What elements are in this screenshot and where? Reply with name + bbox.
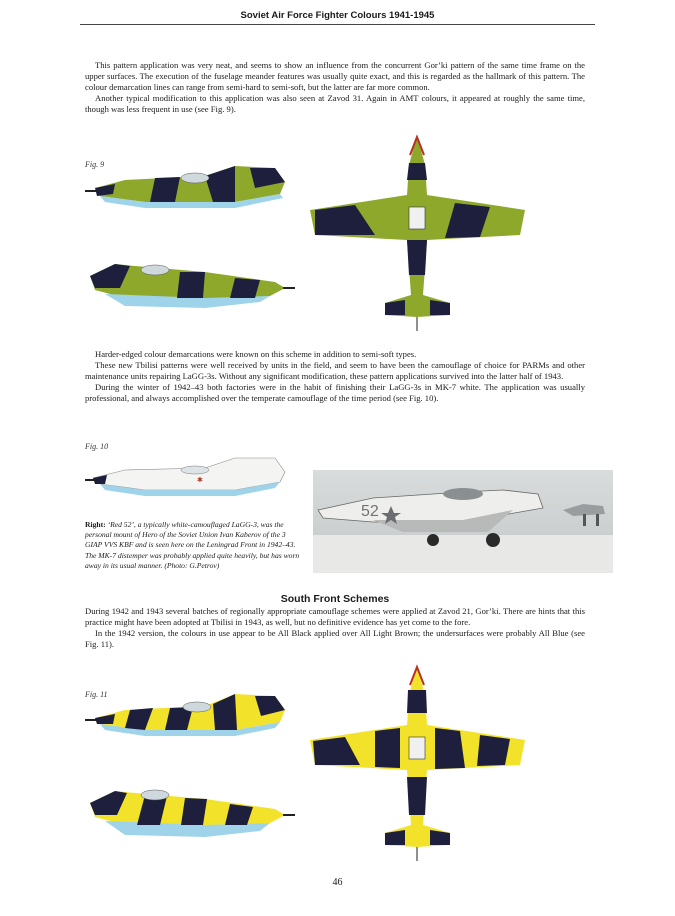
caption-text: ‘Red 52’, a typically white-camouflaged LaGG-3, was the personal mount of Hero of the Soviet Union Ivan Kaberov of the 3 GIAP VVS KBF and is seen here on the Leningrad Front in 1942–43. The MK-7 distemper was probably applied quite heavily, but has worn away in its usual manner. (Photo: G.Petrov) — [85, 520, 300, 570]
fig-9-label: Fig. 9 — [85, 160, 105, 169]
middle-paragraph-3: During the winter of 1942–43 both factories were in the habit of finishing their LaGG-3s in MK-7 white. The application was usually professional, and always accomplished over the temperate camouflage of the time period (see Fig. 10). — [85, 382, 585, 403]
intro-paragraph-2: Another typical modification to this application was also seen at Zavod 31. Again in AMT colours, it appeared at roughly the same time, though was less frequent in use (see Fig. 9). — [85, 93, 585, 114]
fig-10-label: Fig. 10 — [85, 442, 109, 451]
svg-text:✱: ✱ — [197, 477, 203, 484]
south-paragraph-1: During 1942 and 1943 several batches of regionally appropriate camouflage schemes were applied at Zavod 21, Gor’ki. There are hints that this practice might have been adopted at Tbilisi in 1943, as well, but no definitive evidence has yet come to the fore. — [85, 606, 585, 627]
fig-9-side-view-lower — [85, 258, 295, 313]
south-paragraph-2: In the 1942 version, the colours in use appear to be All Black applied over All Light Brown; the undersurfaces were probably All Blue (see Fig. 11). — [85, 628, 585, 649]
fig-11-label: Fig. 11 — [85, 690, 108, 699]
aircraft-number: 52 — [361, 503, 379, 520]
running-header: Soviet Air Force Fighter Colours 1941-1945 — [240, 10, 435, 21]
page-number: 46 — [332, 877, 343, 888]
intro-paragraph-1: This pattern application was very neat, and seems to show an influence from the concurrent Gor’ki pattern of the same time frame on the upper surfaces. The execution of the fuselage meander features was usually quite exact, and this is regarded as the hallmark of this pattern. The colour demarcation lines can range from semi-hard to semi-soft, but the latter are far more common. — [85, 60, 585, 92]
red-52-photo — [313, 470, 613, 573]
middle-paragraph-1: Harder-edged colour demarcations were known on this scheme in addition to semi-soft types. — [95, 349, 417, 359]
section-title: South Front Schemes — [280, 593, 390, 605]
fig-9-side-view-upper — [85, 158, 295, 218]
header-rule — [80, 24, 595, 25]
south-text — [85, 606, 585, 650]
fig-11-side-view-upper — [85, 688, 295, 746]
fig-10-side-view — [85, 452, 295, 502]
caption-lead: Right: — [85, 520, 106, 529]
middle-paragraph-2: These new Tbilisi patterns were well received by units in the field, and seem to have been the camouflage of choice for PARMs and other maintenance units repairing LaGG-3s. Without any significant modification, these pattern applications survived into the latter half of 1943. — [85, 360, 585, 381]
middle-text — [85, 349, 585, 404]
fig-9-top-view — [305, 135, 530, 335]
photo-caption — [85, 520, 300, 571]
fig-11-top-view — [305, 665, 530, 865]
intro-text — [85, 60, 585, 115]
fig-11-side-view-lower — [85, 785, 295, 843]
